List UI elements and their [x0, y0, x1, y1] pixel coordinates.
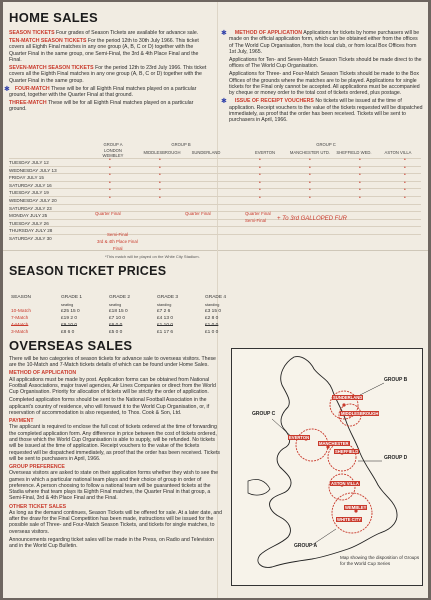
quarter-final-note-b: Quarter Final: [185, 211, 211, 216]
brochure-sheet: [3, 2, 428, 598]
match-marker-icon: •: [259, 179, 261, 186]
prices-table: [9, 294, 251, 336]
match-marker-icon: •: [159, 157, 161, 163]
payment-heading: PAYMENT: [9, 418, 34, 425]
city-manchester: MANCHESTER: [319, 441, 349, 446]
quarter-final-note-a: Quarter Final: [95, 211, 121, 216]
quarter-final-note-c: Quarter Final: [245, 211, 271, 216]
overseas-intro: There will be two categories of season tickets for advance sale to overseas visitors. These are the 10-Match and 7-Match tickets details of which can be found under Home Sales.: [9, 356, 216, 369]
asterisk-mark-icon: ✱: [221, 98, 227, 106]
city-white-city: WHITE CITY: [337, 517, 362, 522]
home-sales-title: HOME SALES: [9, 10, 98, 25]
overseas-method-heading: METHOD OF APPLICATION: [9, 370, 77, 377]
three-match-text: These will be for all Eighth Final matches played on a particular ground.: [9, 100, 194, 113]
handwritten-note: + To 3rd GALLOPED FUR: [277, 216, 347, 222]
overseas-method-text-2: Completed application forms should be sent to the National Football Association in the applicant's country of residence, who will forward it to the World Cup Organisation, or, if reservation of accommodation is also requested, to Thos. Cook & Son, Ltd.: [9, 397, 210, 416]
schedule-date: WEDNESDAY JULY 20: [9, 198, 57, 203]
match-marker-icon: •: [359, 164, 361, 171]
match-marker-icon: •: [259, 157, 261, 163]
prices-sub-g3: standing: [157, 302, 172, 307]
price-cell: £3 15 0: [205, 309, 222, 314]
price-cell: £1 10 0: [157, 323, 174, 328]
england-outline-svg: [232, 349, 422, 585]
method-heading: METHOD OF APPLICATION: [234, 30, 303, 36]
price-row-label: 3-Match: [11, 330, 29, 335]
price-cell: £7 10 0: [109, 316, 126, 321]
match-marker-icon: •: [159, 187, 161, 194]
venue-wembley: LONDON WEMBLEY: [102, 148, 124, 158]
overseas-title: OVERSEAS SALES: [9, 338, 133, 353]
match-marker-icon: •: [259, 164, 261, 171]
price-cell: £25 15 0: [61, 309, 80, 314]
price-row: [9, 315, 251, 322]
venue-sheffield-wed: SHEFFIELD WED.: [336, 150, 372, 155]
match-marker-icon: •: [404, 187, 406, 194]
price-cell: £6 0 0: [109, 323, 123, 328]
match-marker-icon: •: [309, 195, 311, 201]
match-marker-icon: •: [259, 187, 261, 194]
match-marker-icon: •: [404, 195, 406, 201]
price-cell: £2 8 0: [205, 316, 219, 321]
seven-match-text: For the period 12th to 23rd July 1966. This ticket covers all the Eighth Final matches in any one group (A, B, C or D) together with the Quarter Final in the same group.: [9, 65, 207, 84]
map-group-a-label: GROUP A: [294, 543, 318, 549]
price-row: [9, 322, 251, 329]
match-marker-icon: •: [404, 157, 406, 163]
schedule-date: MONDAY JULY 25: [9, 213, 48, 219]
schedule-date: WEDNESDAY JULY 13: [9, 167, 57, 173]
match-marker-icon: •: [404, 179, 406, 186]
england-groups-map: [231, 348, 423, 586]
footnote: *This match will be played on the White City Stadium.: [105, 254, 200, 259]
city-middlesbrough: MIDDLESBROUGH: [341, 411, 379, 416]
match-marker-icon: •: [359, 195, 361, 201]
schedule-date: THURSDAY JULY 28: [9, 228, 53, 234]
schedule-date: TUESDAY JULY 26: [9, 220, 49, 226]
price-cell: £5 0 0: [109, 330, 123, 335]
prices-head-g1: GRADE 1: [61, 295, 83, 300]
other-tickets-heading: OTHER TICKET SALES: [9, 503, 67, 510]
schedule-date: SATURDAY JULY 23: [9, 205, 52, 211]
prices-head-g3: GRADE 3: [157, 295, 179, 300]
prices-sub-g4: standing: [205, 302, 220, 307]
schedule-date: TUESDAY JULY 19: [9, 190, 49, 196]
map-group-d-label: GROUP D: [384, 455, 408, 461]
group-preference-heading: GROUP PREFERENCE: [9, 463, 65, 470]
match-marker-icon: •: [109, 179, 111, 186]
schedule-date: SATURDAY JULY 16: [9, 182, 52, 188]
price-cell: £18 15 0: [109, 309, 128, 314]
price-cell: £1 0 0: [205, 330, 219, 335]
group-b-header: GROUP B: [171, 142, 191, 147]
city-everton: EVERTON: [289, 435, 310, 440]
prices-title: SEASON TICKET PRICES: [9, 264, 167, 278]
home-sales-left-column: [4, 30, 211, 115]
city-wembley: WEMBLEY: [345, 505, 367, 510]
prices-head-g2: GRADE 2: [109, 295, 131, 300]
group-a-header: GROUP A: [103, 142, 123, 147]
receipt-text: No tickets will be issued at the time of application. Receipt vouchers to the value of the tickets requested will be dispatched immediately, as proof that the order has been received. Tickets will be sent to purchasers in April, 1966.: [229, 98, 423, 124]
overseas-text-column: [9, 356, 223, 551]
venue-middlesbrough: MIDDLESBROUGH: [143, 150, 181, 155]
semi-final-note: Semi-Final: [107, 232, 128, 237]
match-marker-icon: •: [309, 179, 311, 186]
ten-match-text: For the period 12th to 30th July 1966. This ticket covers all Eighth Final matches in any one group (A, B, C or D) together with the Quarter Final in the same group, one Semi-Final, the 3rd & 4th Place Final and the Final.: [9, 38, 199, 63]
payment-text: The applicant is required to enclose the full cost of tickets ordered at the time of forwarding the completed application form. Any difference in price between the cost of tickets ordered, and those which the World Cup Organisation is able to supply, will be refunded. No tickets will be issued at the time of application. Receipt vouchers to the value of the tickets requested will be dispatched immediately, as proof that the order has been received. Tickets will be sent to purchasers in April, 1966.: [9, 424, 220, 462]
price-row-label: 7-Match: [11, 316, 29, 321]
city-aston-villa: ASTON VILLA: [331, 481, 359, 486]
four-match-heading: FOUR-MATCH: [14, 85, 50, 92]
other-tickets-text-2: Announcements regarding ticket sales will be made in the Press, on Radio and Television and in the World Cup Bulletin.: [9, 536, 214, 550]
three-match-heading: THREE-MATCH: [9, 100, 47, 107]
price-cell: £19 2 0: [61, 316, 78, 321]
final-note: Final: [113, 246, 123, 251]
price-cell: £1 0 0: [205, 323, 219, 328]
match-marker-icon: •: [109, 187, 111, 194]
match-marker-icon: •: [259, 172, 261, 179]
match-marker-icon: •: [109, 164, 111, 171]
price-cell: £4 13 0: [157, 316, 174, 321]
prices-sub-blank: [9, 301, 59, 308]
match-marker-icon: •: [404, 164, 406, 171]
ten-match-heading: TEN-MATCH SEASON TICKETS: [9, 38, 87, 45]
price-cell: £1 17 6: [157, 330, 174, 335]
match-marker-icon: •: [359, 187, 361, 194]
venue-aston-villa: ASTON VILLA: [384, 150, 412, 155]
match-marker-icon: •: [159, 172, 161, 179]
prices-head-season: SEASON: [11, 295, 31, 300]
price-cell: £9 10 0: [61, 323, 78, 328]
price-cell: £8 6 0: [61, 330, 75, 335]
match-marker-icon: •: [109, 195, 111, 201]
match-marker-icon: •: [309, 187, 311, 194]
match-marker-icon: •: [259, 195, 261, 201]
method-text-3: Applications for Three- and Four-Match Season Tickets should be made to the Box Offices of the grounds where the matches are to be played. Applications for single tickets for the Final only cannot be accepted. All applications must be accompanied by cheque or money order to the total cost of tickets ordered, plus postage.: [229, 71, 420, 97]
home-sales-right-column: [221, 30, 423, 125]
prices-sub-g2: seating: [109, 302, 122, 307]
prices-sub-g1: seating: [61, 302, 74, 307]
city-sunderland: SUNDERLAND: [333, 395, 363, 400]
seven-match-heading: SEVEN-MATCH SEASON TICKETS: [9, 65, 94, 72]
schedule-date: TUESDAY JULY 12: [9, 160, 49, 165]
prices-head-g4: GRADE 4: [205, 295, 227, 300]
season-tickets-heading: SEASON TICKETS: [9, 30, 55, 36]
other-tickets-text: As long as the demand continues, Season Tickets will be offered for sale. At a later date, and after the draw for the Final Competition has been made, instructions will be issued for the possible sale of Three- and Four-Match Season Tickets, and tickets for single matches, to overseas visitors.: [9, 509, 223, 535]
match-marker-icon: •: [309, 157, 311, 163]
match-marker-icon: •: [109, 172, 111, 179]
price-row-label: 10-Match: [11, 309, 31, 314]
match-marker-icon: •: [109, 157, 111, 163]
semi-final-note-everton: Semi-Final: [245, 218, 266, 223]
schedule-date: SATURDAY JULY 30: [9, 236, 52, 241]
venue-sunderland: SUNDERLAND: [191, 150, 221, 155]
match-marker-icon: •: [159, 179, 161, 186]
match-marker-icon: •: [159, 164, 161, 171]
asterisk-mark-icon: ✱: [4, 85, 10, 93]
venue-manchester-utd: MANCHESTER UTD.: [289, 150, 331, 155]
venue-everton: EVERTON: [254, 150, 276, 155]
season-tickets-text: Four grades of Season Tickets are available for advance sale.: [56, 30, 199, 36]
price-row: [9, 308, 251, 315]
group-c-header: GROUP C: [316, 142, 336, 147]
map-caption: Map showing the disposition of Groups for the World Cup Series: [340, 555, 420, 566]
asterisk-mark-icon: ✱: [221, 30, 227, 37]
city-sheffield: SHEFFIELD: [335, 449, 359, 454]
price-cell: £7 2 6: [157, 309, 171, 314]
group-preference-text: Overseas visitors are asked to state on their application forms whether they wish to see the games in which a particular national team plays and their choice of group in order of preference. A person choosing to follow a national team will be guaranteed tickets at the Stadia where that team plays its Eighth Final matches, the Quarter Final in that group, a Semi-Final, 3rd & 4th Place Final and the Final.: [9, 470, 219, 502]
third-fourth-place-note: 3rd & 4th Place Final: [97, 239, 138, 244]
fold-line: [3, 250, 428, 251]
match-marker-icon: •: [359, 179, 361, 186]
price-row-label: 4-Match: [11, 323, 29, 328]
match-marker-icon: •: [359, 172, 361, 179]
four-match-text: These will be for all Eighth Final matches played on a particular ground, together with the Quarter Final at that ground.: [9, 85, 197, 99]
match-marker-icon: •: [309, 164, 311, 171]
method-text-2: Applications for Ten- and Seven-Match Season Tickets should be made direct to the offices of The World Cup Organisation.: [229, 56, 422, 70]
map-group-c-label: GROUP C: [252, 411, 276, 417]
match-marker-icon: •: [309, 172, 311, 179]
match-marker-icon: •: [359, 157, 361, 163]
overseas-method-text: All applications must be made by post. Application forms can be obtained from National Football Associations, major travel agencies, Air Lines Companies or direct from the World Cup Organisation. Priority for allocation of tickets will be strictly the order of application.: [9, 376, 216, 396]
match-marker-icon: •: [404, 172, 406, 179]
receipt-heading: ISSUE OF RECEIPT VOUCHERS: [234, 98, 314, 105]
method-text: Applications for tickets by home purchasers will be made on the official application form, which can be obtained either from the offices of The World Cup Organisation, from the local club, or from local Box Offices from 1st July, 1965.: [229, 30, 420, 55]
map-group-b-label: GROUP B: [384, 377, 408, 383]
price-row: [9, 329, 251, 336]
schedule-row: [9, 234, 421, 242]
schedule-date: FRIDAY JULY 15: [9, 175, 44, 181]
match-marker-icon: •: [159, 195, 161, 201]
